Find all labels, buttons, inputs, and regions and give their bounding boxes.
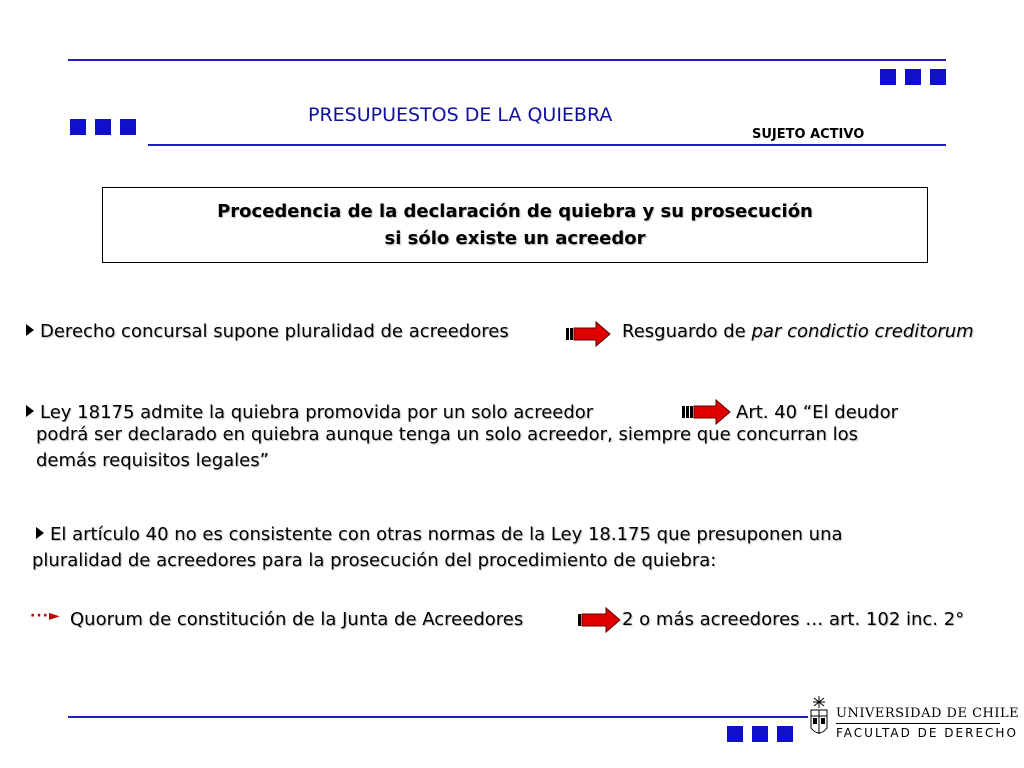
square-decoration: [752, 726, 768, 742]
square-decoration: [70, 119, 86, 135]
logo-divider: [836, 723, 1000, 724]
bullet-4-right: 2 o más acreedores … art. 102 inc. 2°: [622, 609, 965, 630]
red-arrow-icon: [566, 320, 612, 348]
bullet-triangle-icon: [26, 405, 34, 417]
square-decoration: [727, 726, 743, 742]
logo-university-name: UNIVERSIDAD DE CHILE: [836, 706, 1020, 721]
red-dotted-arrow-icon: ···►: [30, 608, 61, 624]
bullet-1-right: Resguardo de par condictio creditorum: [622, 321, 974, 342]
bullet-2-right: Art. 40 “El deudor: [736, 402, 899, 423]
bullet-2-line-3: demás requisitos legales”: [36, 450, 269, 471]
bullet-2-left: Ley 18175 admite la quiebra promovida por un solo acreedor: [26, 402, 593, 423]
heading-box: [102, 187, 928, 263]
university-seal-icon: [806, 694, 832, 742]
bullet-1-left: Derecho concursal supone pluralidad de acreedores: [26, 321, 509, 342]
bullet-3-line-1: El artículo 40 no es consistente con otras normas de la Ley 18.175 que presuponen una: [36, 524, 843, 545]
bullet-3-line-2: pluralidad de acreedores para la prosecución del procedimiento de quiebra:: [32, 550, 717, 571]
logo-faculty-name: FACULTAD DE DERECHO: [836, 726, 1018, 740]
bullet-triangle-icon: [36, 527, 44, 539]
heading-line-2: si sólo existe un acreedor: [384, 228, 646, 249]
heading-line-1: Procedencia de la declaración de quiebra y su prosecución: [217, 201, 813, 222]
page-title: PRESUPUESTOS DE LA QUIEBRA: [308, 104, 613, 126]
footer-rule: [68, 716, 808, 718]
bullet-triangle-icon: [26, 324, 34, 336]
square-decoration: [930, 69, 946, 85]
top-rule: [68, 59, 946, 61]
square-decoration: [95, 119, 111, 135]
red-arrow-icon: [682, 398, 732, 426]
bullet-4-left: Quorum de constitución de la Junta de Acreedores: [70, 609, 524, 630]
square-decoration: [880, 69, 896, 85]
square-decoration: [905, 69, 921, 85]
section-subtitle: SUJETO ACTIVO: [752, 127, 865, 142]
header-rule: [148, 144, 946, 146]
square-decoration: [777, 726, 793, 742]
bullet-2-line-2: podrá ser declarado en quiebra aunque tenga un solo acreedor, siempre que concurran los: [36, 424, 859, 445]
red-arrow-icon: [578, 606, 622, 634]
square-decoration: [120, 119, 136, 135]
